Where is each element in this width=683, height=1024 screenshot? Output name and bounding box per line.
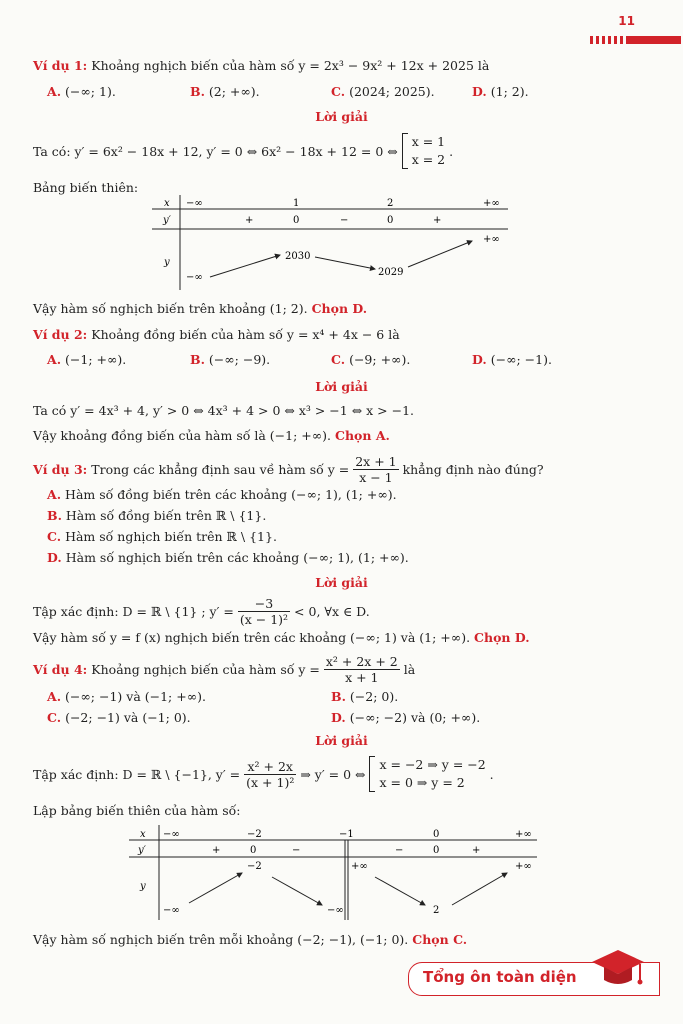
ex1-table-x1: 1 bbox=[293, 198, 300, 209]
ex1-table-y3: +∞ bbox=[483, 234, 500, 245]
page-number: 11 bbox=[618, 14, 635, 28]
footer-title: Tổng ôn toàn diện bbox=[423, 968, 577, 986]
ex4-option-b: B. (−2; 0). bbox=[331, 689, 399, 704]
ex4-variation-table bbox=[127, 825, 539, 920]
ex4-table-y4: 2 bbox=[433, 905, 440, 916]
ex4-solution-title: Lời giải bbox=[315, 733, 368, 748]
ex1-table-s0: + bbox=[245, 215, 254, 226]
ex2-option-a: A. (−1; +∞). bbox=[47, 352, 127, 367]
ex1-table-s1: 0 bbox=[293, 215, 300, 226]
ex3-solution-line: Tập xác định: D = ℝ \ {1} ; y′ = $\frac{-3}{\text{(x − 1)²}}$ < 0, ∀x ∈ D. bbox=[33, 595, 370, 627]
ex2-option-c: C. (−9; +∞). bbox=[331, 352, 411, 367]
ex3-option-b: B. Hàm số đồng biến trên ℝ \ {1}. bbox=[47, 508, 267, 523]
ex1-table-s4: + bbox=[433, 215, 442, 226]
ex4-table-s3: − bbox=[395, 845, 404, 856]
ex4-table-label: Lập bảng biến thiên của hàm số: bbox=[33, 803, 241, 818]
ex4-table-x2: −1 bbox=[339, 829, 354, 840]
ex4-table-y0: −∞ bbox=[163, 905, 180, 916]
ex1-table-x2: 2 bbox=[387, 198, 394, 209]
ex1-conclusion: Vậy hàm số nghịch biến trên khoảng (1; 2). Chọn D. bbox=[33, 301, 368, 316]
ex1-table-s2: − bbox=[340, 215, 349, 226]
ex3-option-d: D. Hàm số nghịch biến trên các khoảng (−∞; 1), (1; +∞). bbox=[47, 550, 409, 565]
ex1-question-line bbox=[33, 58, 489, 73]
ex2-option-b: B. (−∞; −9). bbox=[190, 352, 271, 367]
ex4-conclusion: Vậy hàm số nghịch biến trên mỗi khoảng (−2; −1), (−1; 0). Chọn C. bbox=[33, 932, 468, 947]
ex1-table-y1: 2030 bbox=[285, 251, 311, 262]
ex2-solution-line: Ta có y′ = 4x³ + 4, y′ > 0 ⇔ 4x³ + 4 > 0 ⇔ x³ > −1 ⇔ x > −1. bbox=[33, 403, 415, 418]
ex1-option-a: A. (−∞; 1). bbox=[47, 84, 116, 99]
ex3-option-c: C. Hàm số nghịch biến trên ℝ \ {1}. bbox=[47, 529, 277, 544]
ex2-solution-title: Lời giải bbox=[315, 379, 368, 394]
ex4-solution-line: Tập xác định: D = ℝ \ {−1}, y′ = $\frac{\text{x² + 2x}}{\text{(x + 1)²}}$ ⇒ y′ = 0 ⇔ x = −2 ⇒ y = −2 x = 0 ⇒ y = 2 . bbox=[33, 757, 494, 790]
ex1-option-c: C. (2024; 2025). bbox=[331, 84, 435, 99]
ex1-label: Ví dụ 1: bbox=[33, 58, 88, 73]
ex4-table-y-label: y bbox=[140, 881, 146, 892]
ex4-table-x1: −2 bbox=[247, 829, 262, 840]
ex1-table-y2: 2029 bbox=[378, 267, 404, 278]
ex4-table-y5: +∞ bbox=[515, 861, 532, 872]
ex1-table-y-label: y bbox=[164, 257, 170, 268]
header-decoration bbox=[590, 32, 683, 40]
ex3-question-line: Ví dụ 3: Trong các khẳng định sau về hàm số y = $\frac{2x + 1}{x - 1}$ khẳng định nào đúng? bbox=[33, 453, 544, 485]
ex1-option-d: D. (1; 2). bbox=[472, 84, 529, 99]
ex4-option-d: D. (−∞; −2) và (0; +∞). bbox=[331, 710, 481, 725]
ex4-table-s0: + bbox=[212, 845, 221, 856]
ex4-table-s2: − bbox=[292, 845, 301, 856]
ex1-table-s3: 0 bbox=[387, 215, 394, 226]
ex1-solution-line: Ta có: y′ = 6x² − 18x + 12, y′ = 0 ⇔ 6x² − 18x + 12 = 0 ⇔ x = 1 x = 2 . bbox=[33, 134, 454, 167]
ex4-table-s1: 0 bbox=[250, 845, 257, 856]
ex3-option-a: A. Hàm số đồng biến trên các khoảng (−∞; 1), (1; +∞). bbox=[47, 487, 397, 502]
ex3-solution-title: Lời giải bbox=[315, 575, 368, 590]
ex2-conclusion: Vậy khoảng đồng biến của hàm số là (−1; +∞). Chọn A. bbox=[33, 428, 390, 443]
ex1-table-y0: −∞ bbox=[186, 272, 203, 283]
ex4-table-x3: 0 bbox=[433, 829, 440, 840]
ex4-table-s4: 0 bbox=[433, 845, 440, 856]
ex4-table-yp-label: y′ bbox=[138, 845, 146, 856]
ex4-table-s5: + bbox=[472, 845, 481, 856]
ex4-table-y2: −∞ bbox=[327, 905, 344, 916]
ex4-table-x4: +∞ bbox=[515, 829, 532, 840]
ex1-table-x-label: x bbox=[164, 198, 170, 209]
ex1-option-b: B. (2; +∞). bbox=[190, 84, 260, 99]
ex1-table-yp-label: y′ bbox=[163, 215, 171, 226]
ex4-table-y1: −2 bbox=[247, 861, 262, 872]
ex4-option-a: A. (−∞; −1) và (−1; +∞). bbox=[47, 689, 206, 704]
graduation-cap-icon bbox=[588, 946, 648, 992]
ex2-question-line: Ví dụ 2: Khoảng đồng biến của hàm số y = x⁴ + 4x − 6 là bbox=[33, 327, 400, 342]
ex1-variation-table bbox=[150, 195, 510, 290]
ex1-table-x3: +∞ bbox=[483, 198, 500, 209]
ex4-table-x0: −∞ bbox=[163, 829, 180, 840]
ex1-question: Khoảng nghịch biến của hàm số y = 2x³ − 9x² + 12x + 2025 là bbox=[91, 58, 490, 73]
ex4-question-line: Ví dụ 4: Khoảng nghịch biến của hàm số y = $\frac{\text{x² + 2x + 2}}{x + 1}$ là bbox=[33, 653, 416, 685]
ex4-table-x-label: x bbox=[140, 829, 146, 840]
ex1-table-label: Bảng biến thiên: bbox=[33, 180, 139, 195]
ex4-option-c: C. (−2; −1) và (−1; 0). bbox=[47, 710, 191, 725]
ex2-option-d: D. (−∞; −1). bbox=[472, 352, 552, 367]
ex3-conclusion: Vậy hàm số y = f (x) nghịch biến trên các khoảng (−∞; 1) và (1; +∞). Chọn D. bbox=[33, 630, 530, 645]
ex1-table-x0: −∞ bbox=[186, 198, 203, 209]
ex4-table-y3: +∞ bbox=[351, 861, 368, 872]
ex1-solution-title: Lời giải bbox=[315, 109, 368, 124]
